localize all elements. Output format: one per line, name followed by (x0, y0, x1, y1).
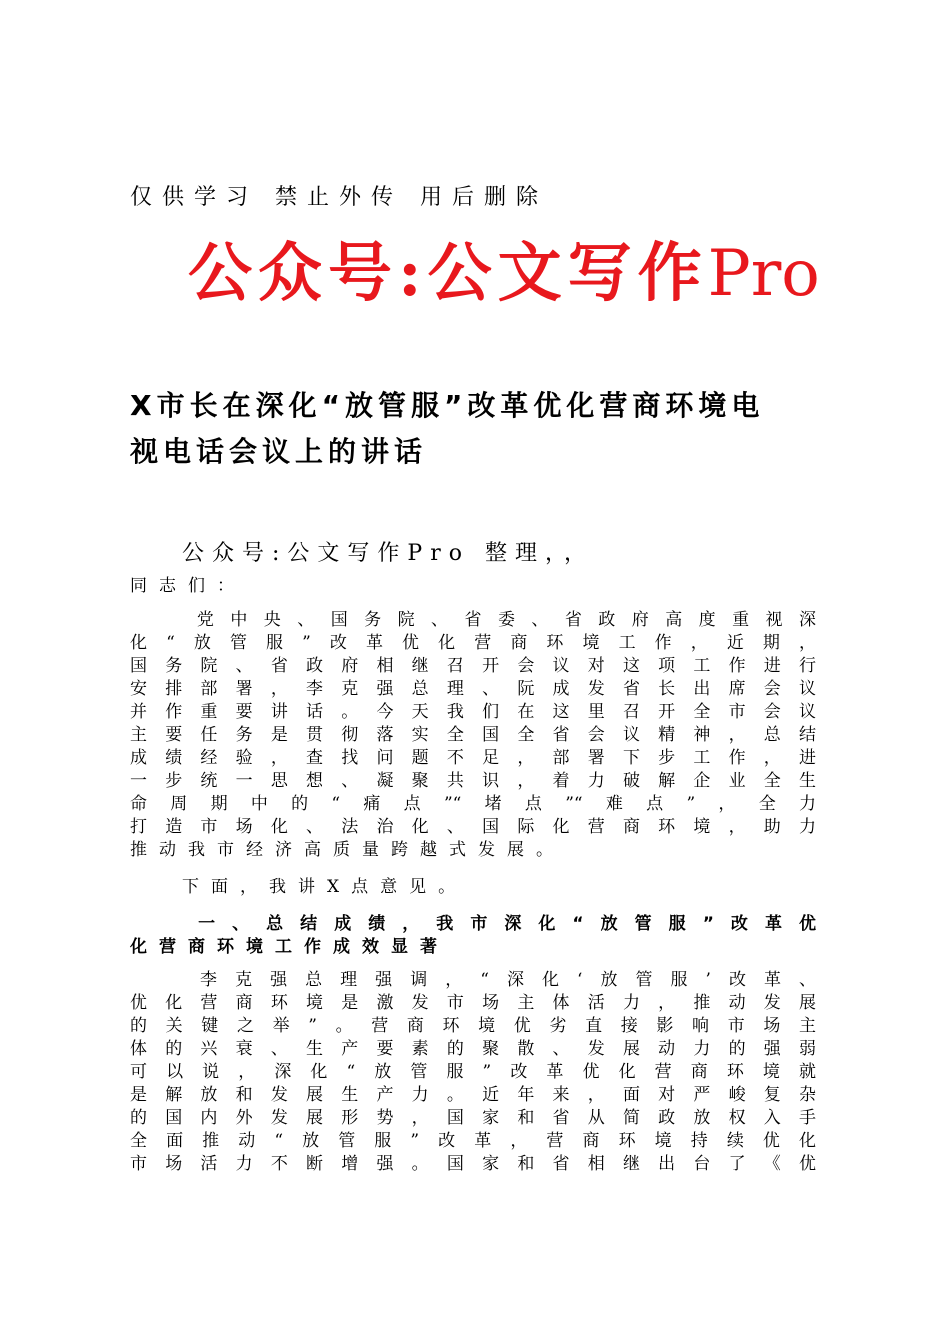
paragraph-line: 化“放管服”改革优化营商环境工作，近期， (130, 633, 816, 653)
paragraph-line: 体的兴衰、生产要素的聚散、发展动力的强弱 (130, 1039, 816, 1059)
paragraph-line: 是解放和发展生产力。近年来，面对严峻复杂 (130, 1085, 816, 1105)
salutation (130, 575, 816, 598)
title-line-1: X市长在深化“放管服”改革优化营商环境电 (130, 389, 765, 422)
paragraph-line: 党中央、国务院、省委、省政府高度重视深 (130, 610, 816, 630)
heading-line-2: 化营商环境工作成效显著 (130, 937, 449, 957)
paragraph-3 (130, 969, 816, 1176)
paragraph-line: 并作重要讲话。今天我们在这里召开全市会议 (130, 702, 816, 722)
brand-main: 公众号:公文写作 (188, 236, 708, 311)
editor-note: 公众号:公文写作Pro 整理，， (182, 541, 594, 566)
paragraph-line: 命周期中的“痛点”“堵点”“难点”，全力 (130, 794, 816, 814)
paragraph-line: 安排部署，李克强总理、阮成发省长出席会议 (130, 679, 816, 699)
paragraph-line: 全面推动“放管服”改革，营商环境持续优化 (130, 1131, 816, 1151)
paragraph-line: 一步统一思想、凝聚共识，着力破解企业全生 (130, 771, 816, 791)
paragraph-1 (130, 609, 816, 862)
paragraph-2 (182, 876, 582, 899)
section-heading-1 (130, 913, 816, 959)
paragraph-line: 可以说，深化“放管服”改革优化营商环境就 (130, 1062, 816, 1082)
paragraph-line: 国务院、省政府相继召开会议对这项工作进行 (130, 656, 816, 676)
paragraph-line: 推动我市经济高质量跨越式发展。 (130, 840, 565, 860)
paragraph-line: 下面，我讲X点意见。 (182, 877, 468, 897)
paragraph-line: 的国内外发展形势，国家和省从简政放权入手 (130, 1108, 816, 1128)
salutation-text: 同志们： (130, 576, 246, 596)
document-title (130, 383, 830, 475)
title-line-2: 视电话会议上的讲话 (130, 435, 428, 468)
brand-suffix: Pro (707, 237, 820, 311)
paragraph-line: 的关键之举”。营商环境优劣直接影响市场主 (130, 1016, 816, 1036)
paragraph-line: 成绩经验，查找问题不足，部署下步工作，进 (130, 748, 816, 768)
paragraph-line: 市场活力不断增强。国家和省相继出台了《优 (130, 1154, 816, 1174)
heading-line-1: 一、总结成绩，我市深化“放管服”改革优 (130, 914, 816, 934)
brand-watermark (188, 222, 820, 314)
paragraph-line: 优化营商环境是激发市场主体活力，推动发展 (130, 993, 816, 1013)
paragraph-line: 李克强总理强调，“深化‘放管服’改革、 (130, 970, 816, 990)
notice-text: 仅供学习 禁止外传 用后删除 (130, 185, 548, 210)
paragraph-line: 打造市场化、法治化、国际化营商环境，助力 (130, 817, 816, 837)
paragraph-line: 主要任务是贯彻落实全国全省会议精神，总结 (130, 725, 816, 745)
